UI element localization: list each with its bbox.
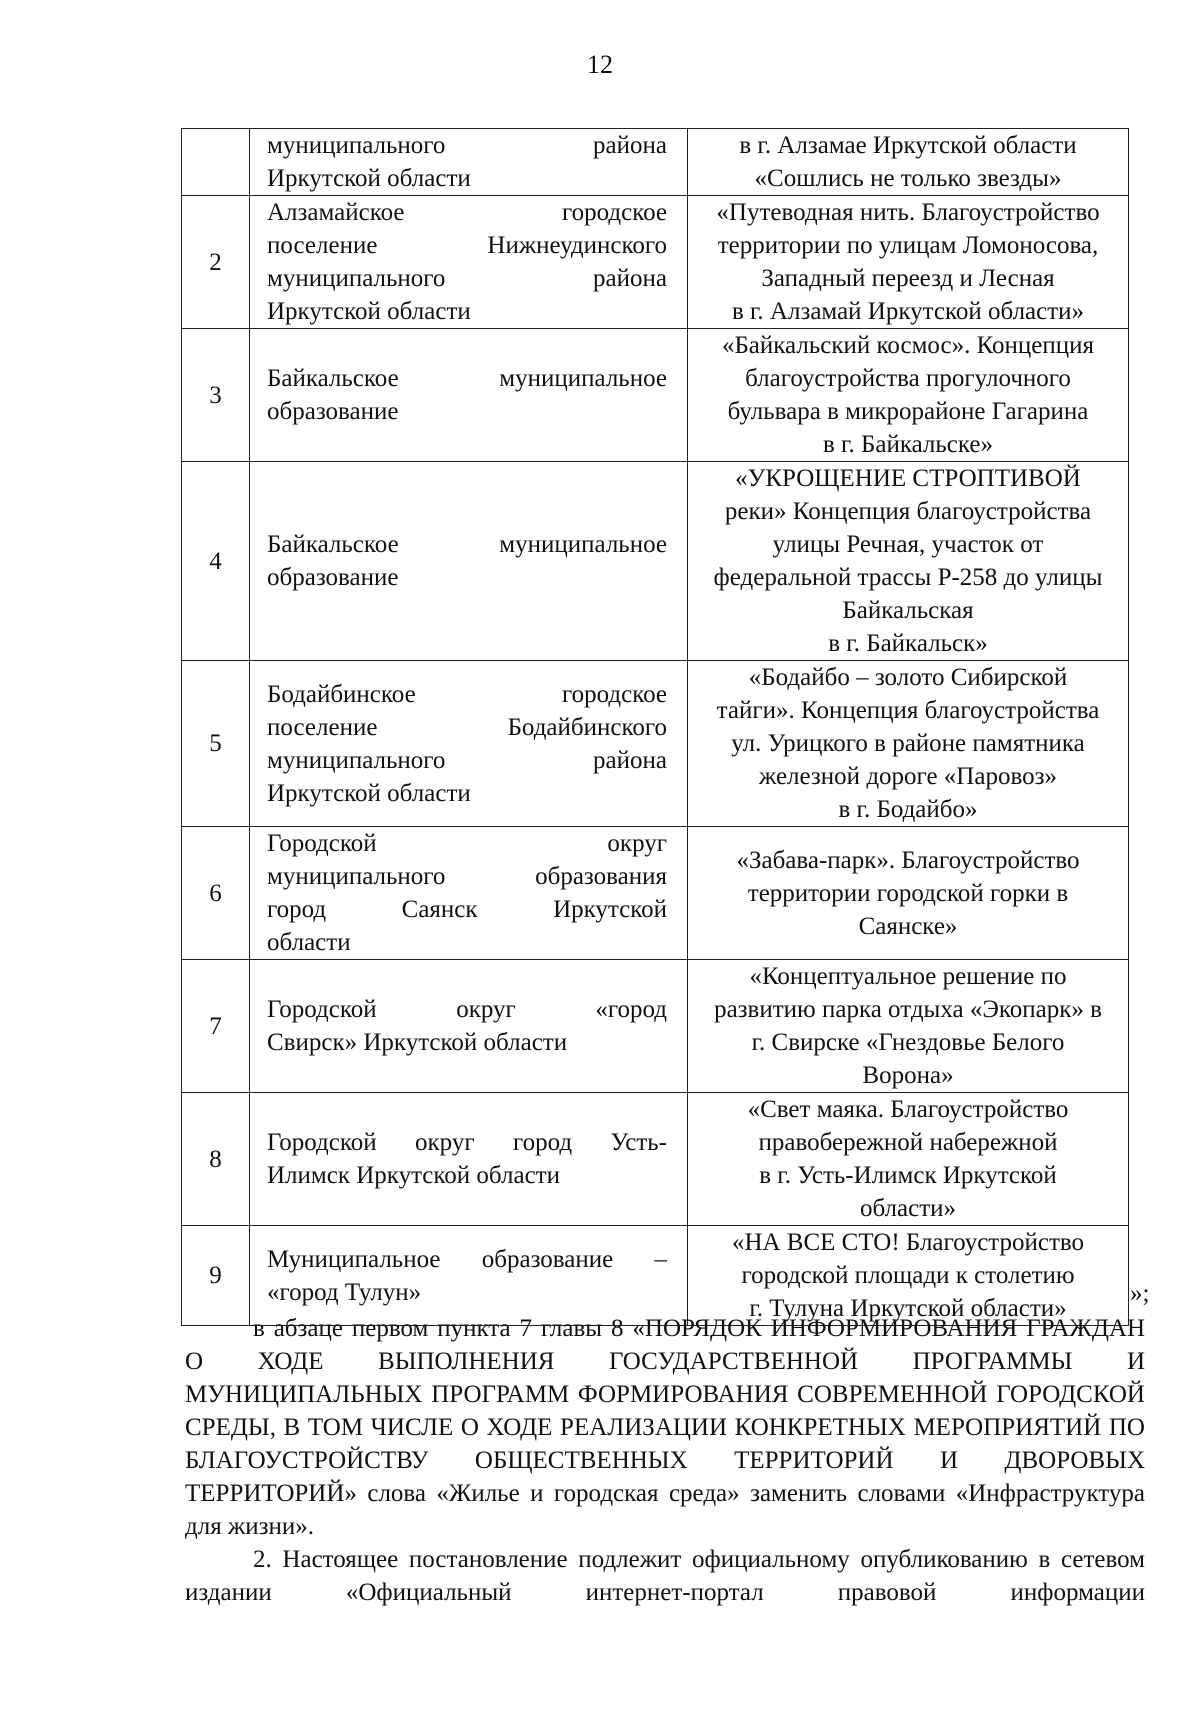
project-line: области» bbox=[859, 1195, 957, 1222]
project-line: «Сошлись не только звезды» bbox=[754, 165, 1062, 192]
row-number: 8 bbox=[182, 1093, 250, 1226]
project-line: «Концептуальное решение по bbox=[749, 963, 1067, 990]
project-line: реки» Концепция благоустройства bbox=[724, 498, 1092, 525]
row-number bbox=[182, 129, 250, 196]
municipality-cell bbox=[250, 462, 688, 661]
table-row bbox=[182, 329, 1129, 462]
project-line: г. Тулуна Иркутской области» bbox=[749, 1295, 1067, 1322]
project-line: «УКРОЩЕНИЕ СТРОПТИВОЙ bbox=[735, 465, 1081, 492]
project-line: развитию парка отдыха «Экопарк» в bbox=[714, 996, 1102, 1023]
municipality-cell bbox=[250, 1093, 688, 1226]
municipality-line: Иркутской области bbox=[267, 298, 471, 325]
municipality-line: Илимск Иркутской области bbox=[267, 1162, 560, 1189]
project-cell bbox=[688, 960, 1129, 1093]
project-line: в г. Алзамай Иркутской области» bbox=[731, 298, 1085, 325]
project-line: в г. Алзамае Иркутской области bbox=[739, 132, 1077, 159]
project-cell bbox=[688, 129, 1129, 196]
row-number: 7 bbox=[182, 960, 250, 1093]
municipality-line: образование bbox=[267, 398, 399, 425]
municipality-line: город Саянск Иркутской bbox=[267, 896, 667, 923]
municipality-line: Городской округ «город bbox=[267, 996, 667, 1023]
project-line: правобережной набережной bbox=[758, 1129, 1058, 1156]
project-line: в г. Усть-Илимск Иркутской bbox=[759, 1162, 1057, 1189]
municipality-line: Иркутской области bbox=[267, 165, 471, 192]
project-line: Западный переезд и Лесная bbox=[761, 265, 1055, 292]
project-line: в г. Байкальск» bbox=[828, 630, 988, 657]
project-line: «Байкальский космос». Концепция bbox=[721, 332, 1095, 359]
row-number: 6 bbox=[182, 827, 250, 960]
project-line: территории городской горки в bbox=[747, 879, 1069, 907]
municipality-cell bbox=[250, 661, 688, 827]
municipality-cell bbox=[250, 129, 688, 196]
project-line: городской площади к столетию bbox=[741, 1262, 1075, 1289]
project-line: Саянске» bbox=[858, 912, 958, 940]
municipality-line: муниципального района bbox=[267, 132, 667, 159]
municipality-line: Байкальское муниципальное bbox=[267, 365, 667, 392]
amendment-text bbox=[185, 1312, 1145, 1609]
municipality-line: Алзамайское городское bbox=[267, 199, 667, 226]
project-cell bbox=[688, 196, 1129, 329]
municipality-cell bbox=[250, 329, 688, 462]
table-row bbox=[182, 1093, 1129, 1226]
municipality-line: муниципального района bbox=[267, 265, 667, 292]
municipality-line: Городской округ bbox=[267, 830, 667, 857]
municipality-line: Городской округ город Усть- bbox=[267, 1129, 667, 1156]
project-line: «Бодайбо – золото Сибирской bbox=[748, 664, 1068, 691]
municipality-line: Бодайбинское городское bbox=[267, 680, 667, 708]
project-line: «Путеводная нить. Благоустройство bbox=[716, 199, 1100, 226]
project-line: «Свет маяка. Благоустройство bbox=[747, 1096, 1069, 1123]
table-row bbox=[182, 462, 1129, 661]
table-row bbox=[182, 196, 1129, 329]
project-cell bbox=[688, 827, 1129, 960]
municipality-cell bbox=[250, 1226, 688, 1326]
municipality-line: поселение Нижнеудинского bbox=[267, 232, 667, 259]
project-cell bbox=[688, 329, 1129, 462]
municipality-line: муниципального образования bbox=[267, 863, 667, 890]
project-line: в г. Байкальске» bbox=[823, 431, 993, 458]
table-row bbox=[182, 661, 1129, 827]
row-number: 4 bbox=[182, 462, 250, 661]
project-line: в г. Бодайбо» bbox=[838, 796, 978, 823]
table-row bbox=[182, 1226, 1129, 1326]
municipality-line: области bbox=[267, 929, 351, 956]
municipality-cell bbox=[250, 196, 688, 329]
row-number: 9 bbox=[182, 1226, 250, 1326]
municipality-line: «город Тулун» bbox=[267, 1278, 422, 1306]
table-row bbox=[182, 827, 1129, 960]
row-number: 3 bbox=[182, 329, 250, 462]
project-line: благоустройства прогулочного bbox=[745, 365, 1071, 392]
row-number: 5 bbox=[182, 661, 250, 827]
table-row bbox=[182, 960, 1129, 1093]
project-line: ул. Урицкого в районе памятника bbox=[731, 730, 1085, 757]
project-line: «НА ВСЕ СТО! Благоустройство bbox=[731, 1229, 1085, 1256]
municipality-line: поселение Бодайбинского bbox=[267, 713, 667, 741]
project-line: улицы Речная, участок от bbox=[772, 531, 1044, 558]
project-cell bbox=[688, 462, 1129, 661]
project-cell bbox=[688, 661, 1129, 827]
row-number: 2 bbox=[182, 196, 250, 329]
municipality-line: Байкальское муниципальное bbox=[267, 531, 667, 558]
municipality-line: Иркутской области bbox=[267, 779, 471, 807]
project-line: Ворона» bbox=[862, 1062, 954, 1089]
project-line: бульвара в микрорайоне Гагарина bbox=[727, 398, 1089, 425]
project-line: железной дороге «Паровоз» bbox=[759, 763, 1057, 790]
table-closing-quote: »; bbox=[1130, 1280, 1150, 1307]
municipality-line: образование bbox=[267, 564, 399, 591]
project-line: «Забава-парк». Благоустройство bbox=[736, 846, 1080, 874]
project-cell bbox=[688, 1226, 1129, 1326]
project-line: федеральной трассы Р-258 до улицы bbox=[713, 564, 1103, 591]
municipality-line: муниципального района bbox=[267, 746, 667, 774]
municipality-line: Муниципальное образование – bbox=[267, 1245, 667, 1273]
paragraph-amendment: в абзаце первом пункта 7 главы 8 «ПОРЯДОК ИНФОРМИРОВАНИЯ ГРАЖДАН О ХОДЕ ВЫПОЛНЕНИЯ ГОСУДАРСТВЕННОЙ ПРОГРАММЫ И МУНИЦИПАЛЬНЫХ ПРОГРАММ ФОРМИРОВАНИЯ СОВРЕМЕННОЙ ГОРОДСКОЙ СРЕДЫ, В ТОМ ЧИСЛЕ О ХОДЕ РЕАЛИЗАЦИИ КОНКРЕТНЫХ МЕРОПРИЯТИЙ ПО БЛАГОУСТРОЙСТВУ ОБЩЕСТВЕННЫХ ТЕРРИТОРИЙ И ДВОРОВЫХ ТЕРРИТОРИЙ» слова «Жилье и городская среда» заменить словами «Инфраструктура для жизни». bbox=[185, 1315, 1145, 1540]
project-line: территории по улицам Ломоносова, bbox=[717, 232, 1099, 259]
municipality-line: Свирск» Иркутской области bbox=[267, 1029, 568, 1056]
project-line: Байкальская bbox=[842, 597, 974, 624]
municipality-cell bbox=[250, 827, 688, 960]
paragraph-publication: 2. Настоящее постановление подлежит официальному опубликованию в сетевом издании «Официальный интернет-портал правовой информации bbox=[185, 1546, 1145, 1606]
table-row bbox=[182, 129, 1129, 196]
project-line: тайги». Концепция благоустройства bbox=[716, 697, 1100, 724]
page-number: 12 bbox=[587, 50, 613, 79]
project-line: г. Свирске «Гнездовье Белого bbox=[751, 1029, 1065, 1056]
project-cell bbox=[688, 1093, 1129, 1226]
contest-results-table bbox=[181, 128, 1129, 1326]
municipality-cell bbox=[250, 960, 688, 1093]
